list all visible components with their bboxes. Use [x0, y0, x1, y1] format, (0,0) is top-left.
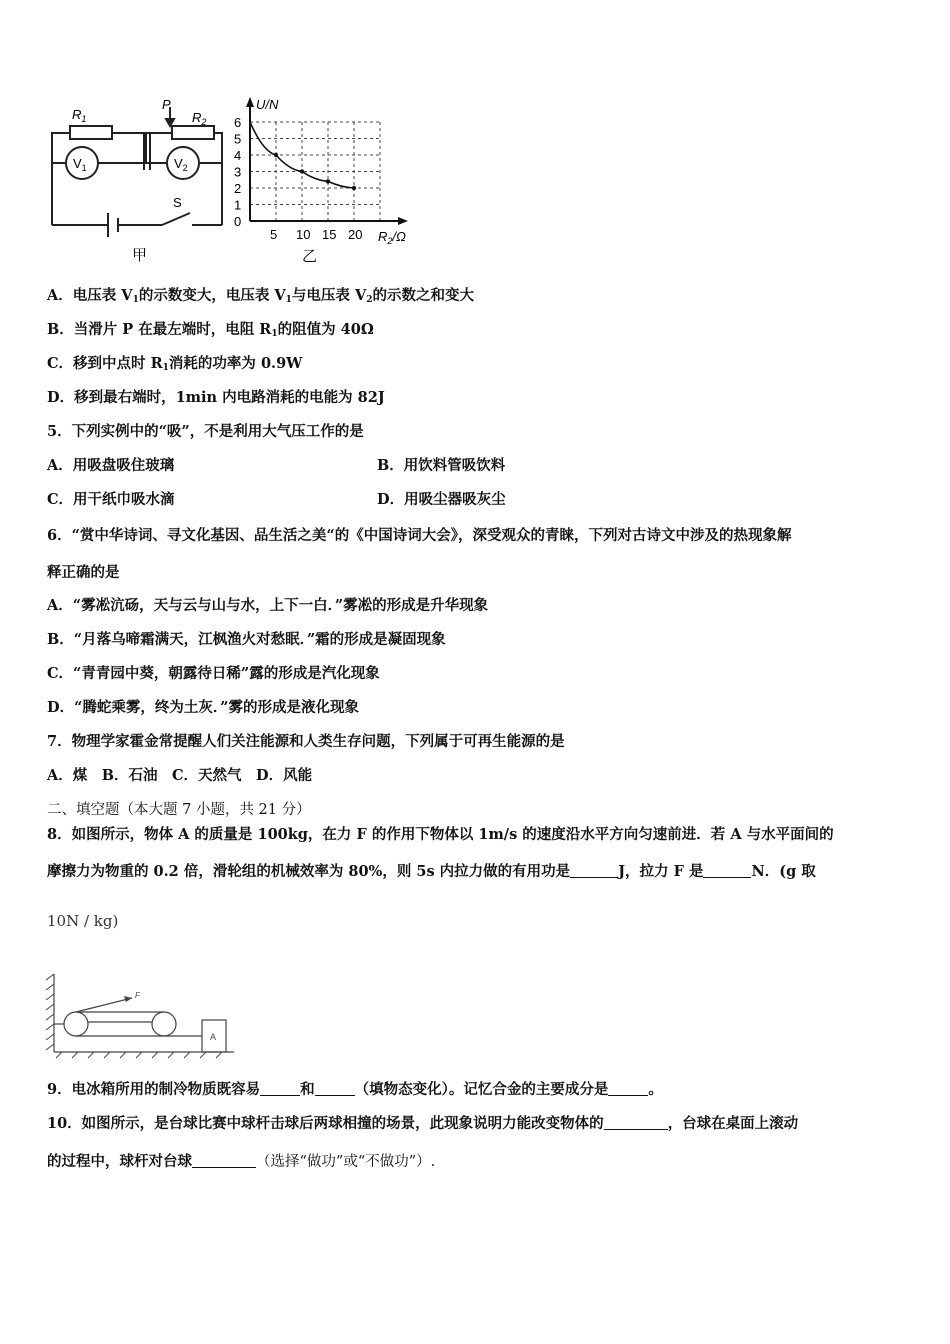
q6-option-b: B．“月落乌啼霜满天，江枫渔火对愁眠．”霜的形成是凝固现象	[47, 631, 446, 648]
r1-label: R	[72, 107, 82, 122]
q10-blank-2[interactable]	[192, 1153, 256, 1168]
x-tick-label: 15	[322, 227, 337, 242]
force-label: F	[135, 991, 140, 1000]
q6-option-a: A．“雾凇沆砀，天与云与山与水，上下一白．”雾凇的形成是升华现象	[47, 597, 489, 614]
data-point	[300, 169, 304, 173]
q7-stem: 7．物理学家霍金常提醒人们关注能源和人类生存问题，下列属于可再生能源的是	[47, 733, 565, 750]
q9-line: 9．电冰箱所用的制冷物质既容易 和 （填物态变化）。记忆合金的主要成分是 。	[47, 1081, 663, 1098]
s-label: S	[173, 195, 182, 210]
caption-yi: 乙	[302, 247, 318, 265]
svg-text:V1: $V_1$	[73, 156, 87, 173]
x-tick-label: 5	[270, 227, 278, 242]
q8-blank-1[interactable]	[570, 863, 618, 878]
x-tick-label: 10	[296, 227, 311, 242]
q6-option-c: C．“青青园中葵，朝露待日稀”露的形成是汽化现象	[47, 665, 380, 682]
q6-option-d: D．“腾蛇乘雾，终为土灰．”雾的形成是液化现象	[47, 699, 360, 716]
pulley-right	[152, 1012, 176, 1036]
q5-option-a: A．用吸盘吸住玻璃	[47, 457, 175, 474]
y-tick-label: 0	[234, 214, 242, 229]
q4-option-a: A．电压表 $V_1$的示数变大，电压表 $V_1$与电压表 $V_2$的示数之和变大	[47, 287, 474, 305]
section-heading: 二、填空题（本大题 7 小题，共 21 分）	[47, 802, 311, 818]
resistor-r2	[172, 126, 214, 139]
y-tick-label: 1	[234, 197, 242, 213]
q4-option-d: D．移到最右端时，1min 内电路消耗的电能为 82J	[47, 389, 385, 406]
q8-line3: 10N / kg)	[47, 912, 119, 930]
q8-line1: 8．如图所示，物体 A 的质量是 100kg，在力 F 的作用下物体以 1m/s 的速度沿水平方向匀速前进．若 A 与水平面间的	[47, 826, 834, 843]
data-point	[274, 153, 278, 157]
q10-line1: 10．如图所示，是台球比赛中球杆击球后两球相撞的场景，此现象说明力能改变物体的 ，台球在桌面上滚动	[47, 1115, 799, 1132]
y-tick-label: 2	[234, 181, 242, 196]
q8-line2: 摩擦力为物重的 0.2 倍，滑轮组的机械效率为 80%，则 5s 内拉力做的有用功是 J，拉力 F 是 N．(g 取	[47, 863, 816, 880]
pulley-left	[64, 1012, 88, 1036]
graph-ylabel: U/N	[256, 97, 279, 112]
resistor-r1	[70, 126, 112, 139]
q5-option-d: D．用吸尘器吸灰尘	[377, 491, 506, 508]
q7-options: A．煤 B．石油 C．天然气 D．风能	[47, 767, 313, 784]
q5-row-2	[47, 490, 506, 510]
r2-label: R	[192, 110, 202, 125]
x-axis-arrow	[398, 217, 408, 225]
svg-text:R2/Ω: $R_2/\Omega$	[378, 229, 406, 246]
data-point	[352, 186, 356, 190]
q8-blank-2[interactable]	[703, 863, 751, 878]
block-label: A	[210, 1032, 217, 1042]
q5-stem: 5．下列实例中的“吸”，不是利用大气压工作的是	[47, 423, 364, 440]
y-axis-arrow	[246, 97, 254, 107]
v2-label: V	[174, 156, 183, 171]
q9-blank-1[interactable]	[260, 1081, 300, 1096]
y-tick-label: 6	[234, 115, 242, 130]
svg-text:V2: $V_2$	[174, 156, 188, 173]
x-tick-label: 20	[348, 227, 363, 242]
q6-stem-line1: 6．“赏中华诗词、寻文化基因、品生活之美“的《中国诗词大会》，深受观众的青睐，下列对古诗文中涉及的热现象解	[47, 527, 792, 544]
y-tick-label: 3	[234, 164, 242, 180]
q5-row-1	[47, 456, 506, 476]
switch-s	[162, 213, 190, 225]
q4-option-c: C．移到中点时 $R_1$消耗的功率为 0.9W	[47, 355, 303, 373]
q5-option-c: C．用干纸巾吸水滴	[47, 491, 175, 508]
data-point	[326, 179, 330, 183]
q5-option-b: B．用饮料管吸饮料	[377, 457, 506, 474]
q9-blank-2[interactable]	[315, 1081, 355, 1096]
graph-xlabel: R	[378, 229, 388, 244]
q10-blank-1[interactable]	[604, 1115, 668, 1130]
y-tick-label: 5	[234, 131, 242, 147]
pulley-diagram	[42, 970, 242, 1060]
caption-jia: 甲	[132, 246, 148, 264]
svg-text:R2: $R_2$	[192, 110, 207, 127]
y-tick-label: 4	[234, 148, 242, 163]
v1-label: V	[73, 156, 82, 171]
p-label: P	[162, 97, 171, 112]
q4-option-b: B．当滑片 P 在最左端时，电阻 $R_1$的阻值为 40Ω	[47, 321, 374, 339]
q6-stem-line2: 释正确的是	[47, 564, 120, 581]
circuit-diagram	[40, 95, 230, 265]
q9-blank-3[interactable]	[608, 1081, 648, 1096]
q10-line2: 的过程中，球杆对台球 （选择“做功”或“不做功”）.	[47, 1153, 436, 1170]
svg-text:R1: $R_1$	[72, 107, 87, 124]
u-r2-graph	[230, 95, 430, 265]
